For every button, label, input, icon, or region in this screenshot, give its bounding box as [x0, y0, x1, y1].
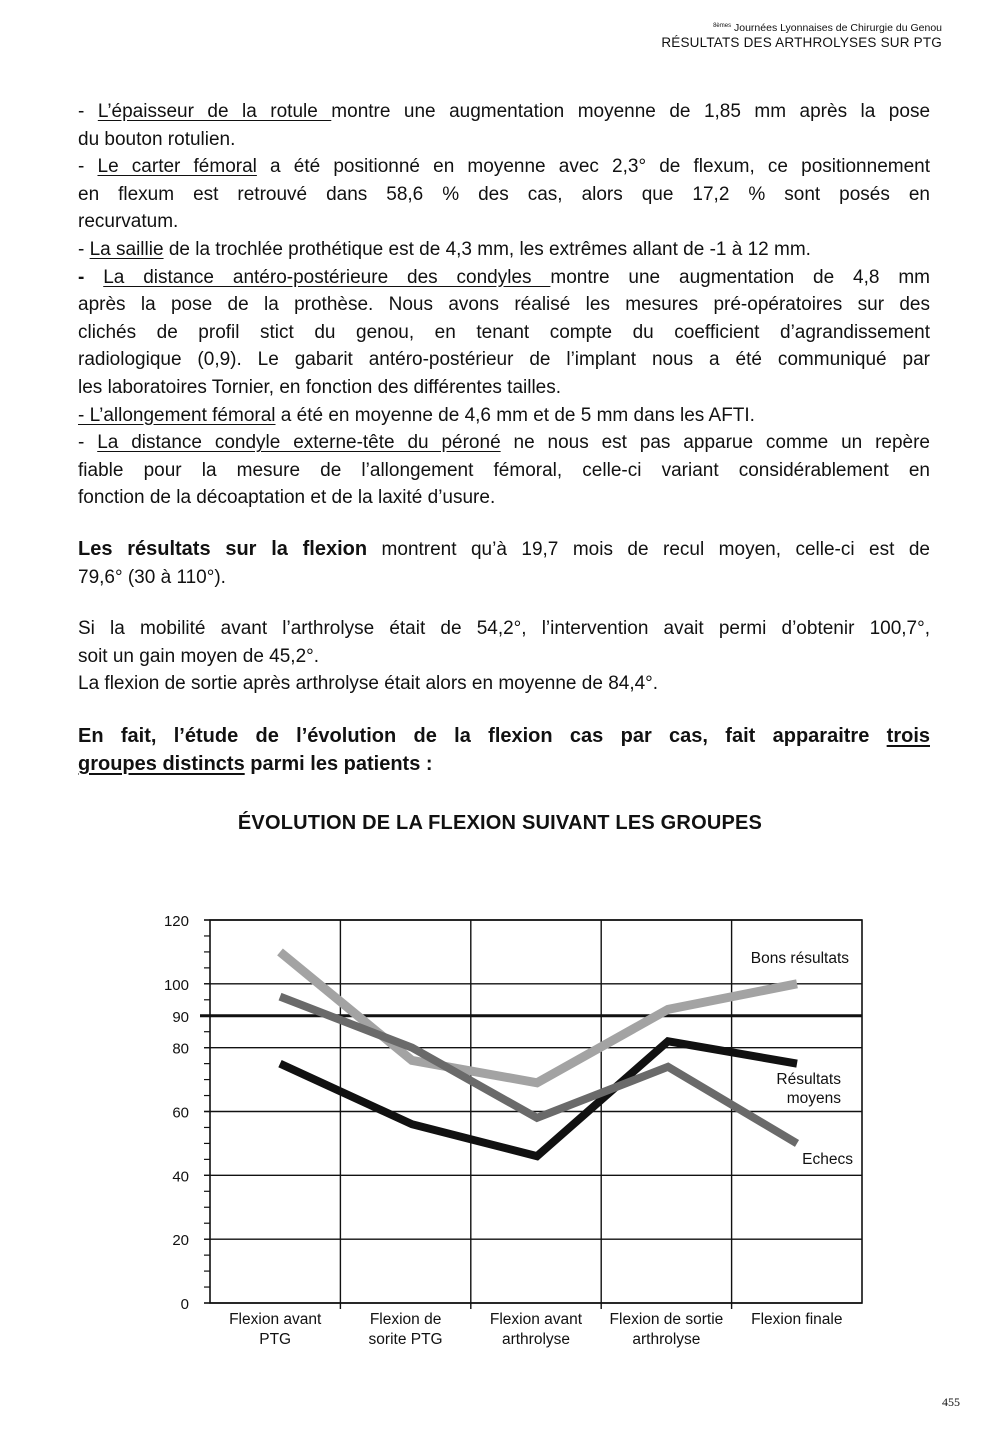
para-text: a été en moyenne de 4,6 mm et de 5 mm dans les AFTI.	[275, 404, 755, 426]
para-line: radiologique (0,9). Le gabarit antéro-postérieur de l’implant nous a été communiqué par	[78, 349, 930, 371]
para-distance	[78, 429, 930, 457]
dash: -	[78, 238, 90, 260]
para-mobilite: Si la mobilité avant l’arthrolyse était de 54,2°, l’intervention avait permi d’obtenir 100,7°,	[78, 618, 930, 640]
dash: -	[78, 432, 98, 454]
x-tick-label-line: Flexion avant	[229, 1311, 322, 1328]
y-tick-label: 120	[163, 913, 189, 930]
conference-text: Journées Lyonnaises de Chirurgie du Genou	[734, 22, 942, 34]
para-line: 79,6° (30 à 110°).	[78, 566, 226, 588]
conference-name	[661, 22, 942, 35]
term-saillie: La saillie	[89, 238, 164, 260]
x-tick-label-line: sorite PTG	[368, 1331, 443, 1348]
series-line	[280, 952, 797, 1083]
series-label	[751, 950, 849, 967]
para-text: a été positionné en moyenne avec 2,3° de flexum, ce positionnement	[256, 156, 931, 178]
section-title: RÉSULTATS DES ARTHROLYSES SUR PTG	[661, 35, 942, 51]
article-body	[78, 98, 930, 778]
term-condyles: La distance antéro-postérieure des condyles	[103, 266, 551, 288]
para-line: fonction de la décoaptation et de la laxité d’usure.	[78, 487, 496, 509]
y-tick-label: 40	[172, 1168, 189, 1186]
x-tick-label-line: arthrolyse	[632, 1331, 701, 1348]
y-tick-label: 100	[163, 976, 189, 994]
para-text: montre une augmentation de 4,8 mm	[550, 266, 930, 288]
para-groupes	[78, 722, 930, 750]
x-tick-label-line: Flexion de	[369, 1311, 442, 1328]
flexion-chart	[0, 860, 1000, 1380]
edition-superscript: 8èmes	[713, 23, 732, 29]
series-label-line: Résultats	[776, 1071, 841, 1088]
para-line: soit un gain moyen de 45,2°.	[78, 645, 320, 667]
chart-title: ÉVOLUTION DE LA FLEXION SUIVANT LES GROUPES	[237, 812, 763, 834]
para-line: du bouton rotulien.	[78, 128, 236, 150]
para-text: de la trochlée prothétique est de 4,3 mm, les extrêmes allant de -1 à 12 mm.	[163, 238, 811, 260]
dash: -	[78, 101, 98, 122]
term-carter: Le carter fémoral	[97, 156, 257, 178]
series-label-line: moyens	[786, 1090, 841, 1107]
x-tick-label-line: arthrolyse	[501, 1331, 571, 1348]
para-line: fiable pour la mesure de l’allongement fémoral, celle-ci variant considérablement en	[78, 459, 930, 481]
y-tick-label: 60	[172, 1104, 189, 1122]
series-label	[802, 1151, 853, 1168]
para-rotule	[78, 98, 930, 126]
spacer	[78, 698, 930, 722]
spacer	[78, 591, 930, 615]
x-tick-label	[751, 1311, 842, 1328]
x-tick-label-line: Flexion de sortie	[609, 1311, 724, 1328]
term-groupes-distincts: groupes distincts	[78, 752, 245, 775]
x-tick-label	[369, 1311, 443, 1348]
x-tick-label	[490, 1311, 583, 1348]
para-line	[78, 750, 930, 778]
term-distance: La distance condyle externe-tête du péroné	[97, 432, 501, 454]
para-text: En fait, l’étude de l’évolution de la flexion cas par cas, fait apparaitre	[78, 724, 887, 747]
x-tick-label-line: Flexion avant	[489, 1311, 583, 1328]
para-line: clichés de profil stict du genou, en tenant compte du coefficient d’agrandissement	[78, 321, 930, 343]
y-tick-label: 20	[172, 1232, 189, 1250]
para-line: les laboratoires Tornier, en fonction des différentes tailles.	[78, 376, 562, 398]
para-text: montre une augmentation moyenne de 1,85 mm après la pose	[331, 101, 931, 122]
para-line: La flexion de sortie après arthrolyse était alors en moyenne de 84,4°.	[78, 673, 659, 695]
spacer	[78, 512, 930, 536]
series-label-line: Echecs	[802, 1151, 853, 1168]
page-number: 455	[942, 1395, 960, 1409]
x-tick-label-line: Flexion finale	[751, 1311, 843, 1328]
term-trois: trois	[886, 724, 930, 747]
x-tick-label	[229, 1311, 322, 1348]
y-tick-label: 90	[172, 1008, 189, 1026]
para-text: montrent qu’à 19,7 mois de recul moyen, celle-ci est de	[367, 538, 930, 560]
x-tick-label	[610, 1311, 724, 1348]
y-tick-label: 0	[180, 1296, 189, 1313]
para-condyles	[78, 264, 930, 292]
dash: -	[78, 156, 98, 178]
page-header	[661, 22, 942, 52]
term-allongement: - L’allongement fémoral	[78, 404, 276, 426]
para-text: parmi les patients :	[244, 752, 433, 775]
para-flexion	[78, 536, 930, 564]
para-line: recurvatum.	[78, 211, 179, 233]
para-line: après la pose de la prothèse. Nous avons réalisé les mesures pré-opératoires sur des	[78, 294, 930, 316]
x-tick-label-line: PTG	[259, 1331, 292, 1348]
para-text: ne nous est pas apparue comme un repère	[500, 432, 930, 454]
term-rotule: L’épaisseur de la rotule	[97, 101, 332, 122]
y-tick-label: 80	[172, 1040, 189, 1058]
series-label	[776, 1071, 841, 1107]
heading-flexion: Les résultats sur la flexion	[78, 537, 368, 560]
para-carter	[78, 153, 930, 181]
para-saillie	[78, 236, 930, 264]
series-label-line: Bons résultats	[750, 950, 849, 967]
para-allongement	[78, 402, 930, 430]
dash: -	[78, 266, 104, 288]
para-line: en flexum est retrouvé dans 58,6 % des cas, alors que 17,2 % sont posés en	[78, 183, 930, 205]
